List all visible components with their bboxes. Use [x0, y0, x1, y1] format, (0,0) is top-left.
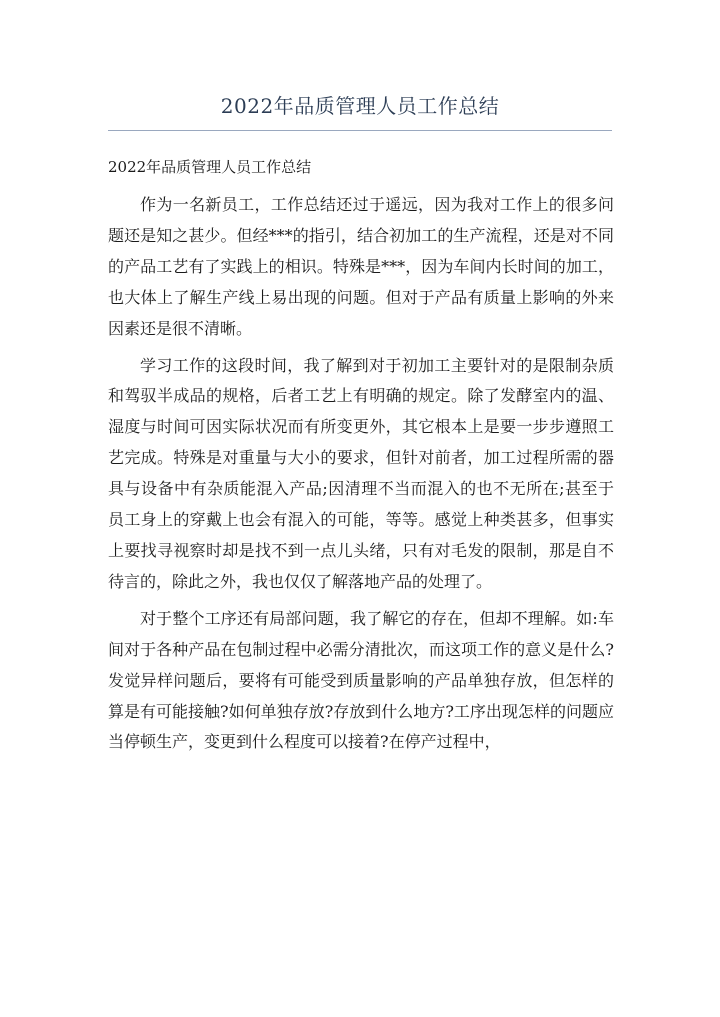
title-divider [108, 130, 612, 131]
document-subtitle: 2022年品质管理人员工作总结 [108, 158, 312, 176]
paragraph-3: 对于整个工序还有局部问题，我了解它的存在，但却不理解。如:车间对于各种产品在包制过程中必需分清批次，而这项工作的意义是什么?发觉异样问题后，要将有可能受到质量影响的产品单独存放，但怎样的算是有可能接触?如何单独存放?存放到什么地方?工序出现怎样的问题应当停顿生产，变更到什么程度可以接着?在停产过程中， [108, 608, 614, 752]
paragraph-1: 作为一名新员工，工作总结还过于遥远，因为我对工作上的很多问题还是知之甚少。但经***的指引，结合初加工的生产流程，还是对不同的产品工艺有了实践上的相识。特殊是***，因为车间内长时间的加工，也大体上了解生产线上易出现的问题。但对于产品有质量上影响的外来因素还是很不清晰。 [108, 195, 614, 338]
document-title: 2022年品质管理人员工作总结 [220, 94, 500, 118]
paragraph-2: 学习工作的这段时间，我了解到对于初加工主要针对的是限制杂质和驾驭半成品的规格，后者工艺上有明确的规定。除了发酵室内的温、湿度与时间可因实际状况而有所变更外，其它根本上是要一步步遵照工艺完成。特殊是对重量与大小的要求，但针对前者，加工过程所需的器具与设备中有杂质能混入产品;因清理不当而混入的也不无所在;甚至于员工身上的穿戴上也会有混入的可能，等等。感觉上种类甚多，但事实上要找寻视察时却是找不到一点儿头绪，只有对毛发的限制，那是自不待言的，除此之外，我也仅仅了解落地产品的处理了。 [108, 355, 614, 591]
document-body [108, 190, 614, 764]
